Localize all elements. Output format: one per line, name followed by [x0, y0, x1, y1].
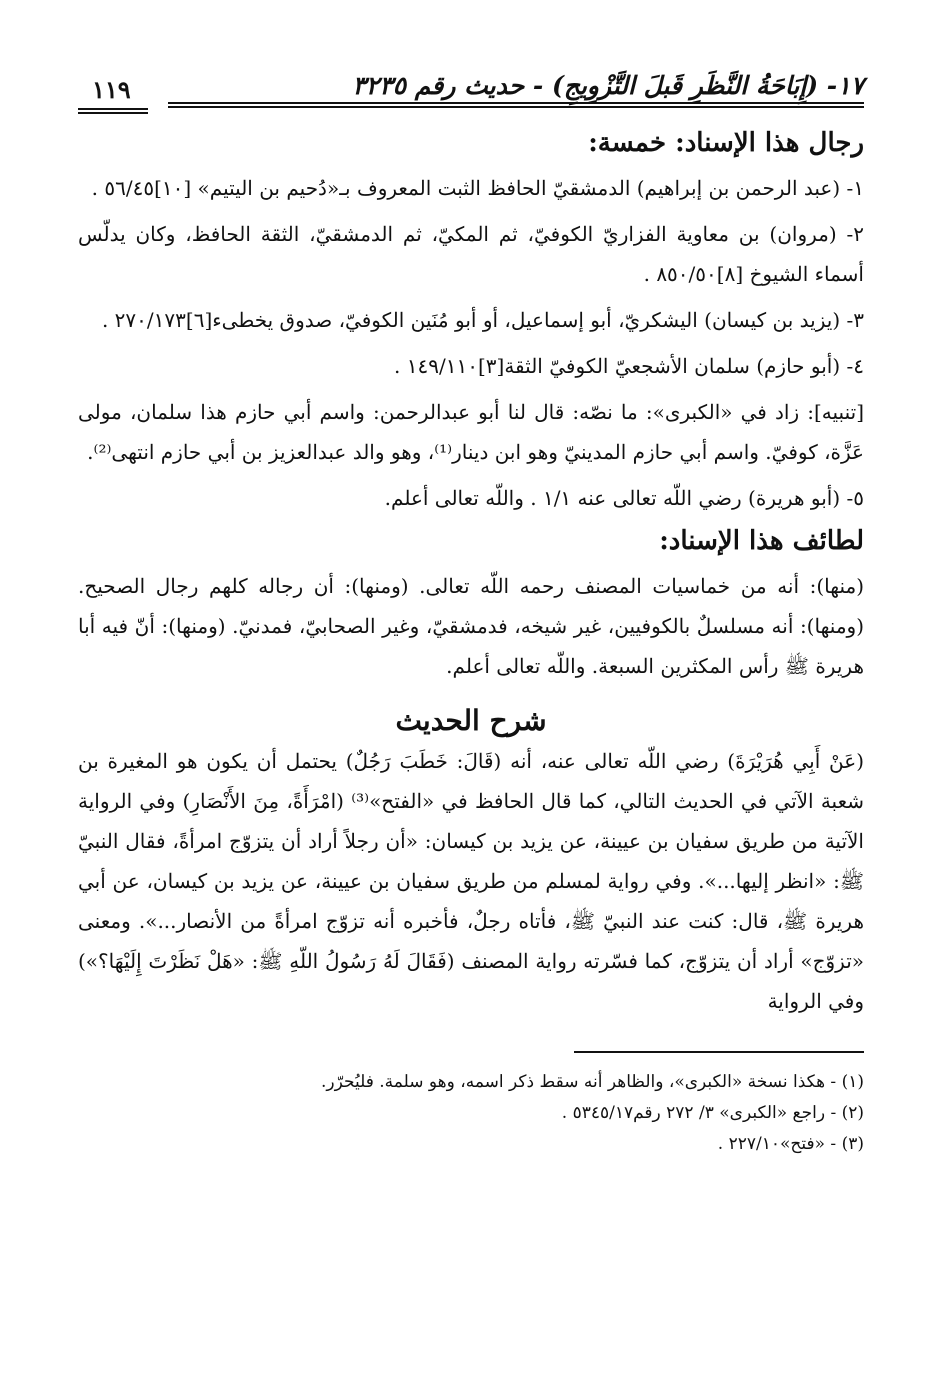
header-rule-left	[78, 108, 148, 114]
footnote: (٣) - «فتح»٢٢٧/١٠ .	[717, 1134, 864, 1154]
rijal-item: ٣- (يزيد بن كيسان) اليشكريّ، أبو إسماعيل، أو أبو مُنَين الكوفيّ، صدوق يخطىء[٦]٢٧٠/١٧٣ .	[101, 308, 864, 332]
rijal-item: ٤- (أبو حازم) سلمان الأشجعيّ الكوفيّ الثقة[٣]١٤٩/١١٠ .	[394, 354, 864, 378]
footnote: (١) - هكذا نسخة «الكبرى»، والظاهر أنه سقط ذكر اسمه، وهو سلمة. فليُحرّر.	[321, 1072, 864, 1092]
lataif-text: (منها): أنه من خماسيات المصنف رحمه اللّه تعالى. (ومنها): أن رجاله كلهم رجال الصحيح. (ومنها): أنه مسلسلٌ بالكوفيين، غير شيخه، فدمشقيّ، وغير الصحابيّ، فمدنيّ. (ومنها): أنّ فيه أبا هريرة ﷺ رأس المكثرين السبعة. واللّه تعالى أعلم.	[78, 574, 864, 678]
footnote: (٢) - راجع «الكبرى» ٣/ ٢٧٢ رقم٥٣٤٥/١٧ .	[561, 1103, 864, 1123]
sharh-heading: شرح الحديث	[395, 704, 547, 737]
page-header	[78, 60, 864, 104]
rijal-item: ١- (عبد الرحمن بن إبراهيم) الدمشقيّ الحافظ الثبت المعروف بـ«دُحيم بن اليتيم» [١٠]٥٦/٤٥ .	[91, 176, 864, 200]
tanbih-note: [تنبيه]: زاد في «الكبرى»: ما نصّه: قال لنا أبو عبدالرحمن: واسم أبي حازم هذا سلمان، مولى عَزَّة، كوفيّ. واسم أبي حازم المدينيّ وهو ابن دينار⁽¹⁾، وهو والد عبدالعزيز بن أبي حازم انتهى⁽²⁾.	[78, 400, 864, 464]
book-page	[78, 60, 864, 1160]
sharh-text: (عَنْ أَبِي هُرَيْرَةَ) رضي اللّه تعالى عنه، أنه (قَالَ: خَطَبَ رَجُلٌ) يحتمل أن يكون هو المغيرة بن شعبة الآتي في الحديث التالي، كما قال الحافظ في «الفتح»⁽³⁾ (امْرَأَةً، مِنَ الأَنْصَارِ) وفي الرواية الآتية من طريق سفيان بن عيينة، عن يزيد بن كيسان: «أن رجلاً أراد أن يتزوّج امرأةً، فقال النبيّ ﷺ: «انظر إليها...». وفي رواية لمسلم من طريق سفيان بن عيينة، عن يزيد بن كيسان، عن أبي هريرة ﷺ، قال: كنت عند النبيّ ﷺ، فأتاه رجلٌ، فأخبره أنه تزوّج امرأةً من الأنصار...». ومعنى «تزوّج» أراد أن يتزوّج، كما فسّرته رواية المصنف (فَقَالَ لَهُ رَسُولُ اللّهِ ﷺ: «هَلْ نَظَرْتَ إِلَيْهَا؟») وفي الرواية	[78, 749, 864, 1013]
rijal-item: ٥- (أبو هريرة) رضي اللّه تعالى عنه ١/١ . واللّه تعالى أعلم.	[384, 486, 864, 510]
rijal-heading: رجال هذا الإسناد: خمسة:	[588, 128, 864, 158]
rijal-item: ٢- (مروان) بن معاوية الفزاريّ الكوفيّ، ثم المكيّ، ثم الدمشقيّ، الثقة الحافظ، وكان يدلّس أسماء الشيوخ [٨]٨٥٠/٥٠ .	[78, 222, 864, 286]
running-title: ١٧- (إِبَاحَةُ النَّظَرِ قَبلَ التَّزْوِيجِ) - حديث رقم ٣٢٣٥	[352, 71, 864, 100]
page-number: ١١٩	[92, 75, 131, 104]
footnote-rule	[574, 1051, 864, 1053]
header-rule	[168, 102, 864, 108]
lataif-heading: لطائف هذا الإسناد:	[659, 526, 864, 556]
